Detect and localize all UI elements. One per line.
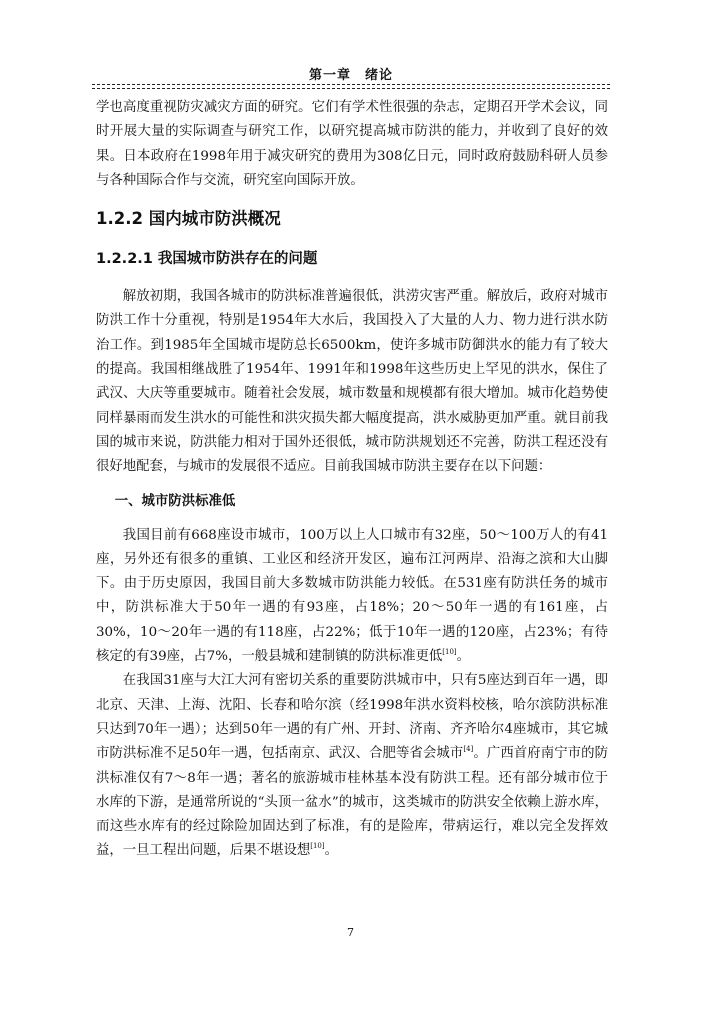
paragraph-text: 我国目前有668座设市城市，100万以上人口城市有32座，50～100万人的有41座，另外还有很多的重镇、工业区和经济开发区，遍布江河两岸、沿海之滨和大山脚下。由于历史原因，我国目前大多数城市防洪能力较低。在531座有防洪任务的城市中，防洪标准大于50年一遇的有93座，占18%；20～50年一遇的有161座，占30%，10～20年一遇的有118座，占22%；低于10年一遇的120座，占23%；有待核定的有39座，占7%，一般县城和建制镇的防洪标准更低 — [96, 527, 608, 665]
citation-ref: [10] — [310, 842, 325, 851]
page-body — [96, 96, 608, 864]
running-header: 第一章 绪论 — [308, 68, 393, 83]
paragraph-flood-standards — [96, 524, 608, 670]
paragraph-end: 。 — [456, 649, 471, 665]
paragraph-text: 在我国31座与大江大河有密切关系的重要防洪城市中，只有5座达到百年一遇，即北京、天津、上海、沈阳、长春和哈尔滨（经1998年洪水资料校核，哈尔滨防洪标准只达到70年一遇）；达到50年一遇的有广州、开封、济南、齐齐哈尔4座城市，其它城市防洪标准不足50年一遇，包括南京、武汉、合肥等省会城市 — [96, 673, 608, 762]
paragraph-text-continued: 。广西首府南宁市的防洪标准仅有7～8年一遇；著名的旅游城市桂林基本没有防洪工程。还有部分城市位于水库的下游，是通常所说的“头顶一盆水”的城市，这类城市的防洪安全依赖上游水库，而这些水库有的经过除险加固达到了标准，有的是险库，带病运行，难以完全发挥效益，一旦工程出问题，后果不堪设想 — [96, 746, 609, 859]
header-rule — [92, 84, 610, 89]
section-heading-1-2-2-1: 1.2.2.1 我国城市防洪存在的问题 — [96, 251, 318, 268]
paragraph-flood-history: 解放初期，我国各城市的防洪标准普遍很低，洪涝灾害严重。解放后，政府对城市防洪工作十分重视，特别是1954年大水后，我国投入了大量的人力、物力进行洪水防治工作。到1985年全国城市堤防总长6500km，使许多城市防御洪水的能力有了较大的提高。我国相继战胜了1954年、1991年和1998年这些历史上罕见的洪水，保住了武汉、大庆等重要城市。随着社会发展，城市数量和规模都有很大增加。城市化趋势使同样暴雨而发生洪水的可能性和洪灾损失都大幅度提高，洪水威胁更加严重。就目前我国的城市来说，防洪能力相对于国外还很低，城市防洪规划还不完善，防洪工程还没有很好地配套，与城市的发展很不适应。目前我国城市防洪主要存在以下问题： — [96, 289, 608, 475]
paragraph-continuation: 学也高度重视防灾减灾方面的研究。它们有学术性很强的杂志，定期召开学术会议，同时开展大量的实际调查与研究工作，以研究提高城市防洪的能力，并收到了良好的效果。日本政府在1998年用于减灾研究的费用为308亿日元，同时政府鼓励科研人员参与各种国际合作与交流，研究室向国际开放。 — [96, 100, 608, 188]
page-number: 7 — [347, 926, 354, 939]
citation-ref: [10] — [442, 648, 457, 657]
paragraph-major-cities — [96, 669, 608, 863]
section-heading-1-2-2: 1.2.2 国内城市防洪概况 — [96, 209, 281, 229]
subsection-heading-1: 一、城市防洪标准低 — [114, 493, 236, 509]
citation-ref: [4] — [463, 745, 474, 754]
paragraph-end: 。 — [324, 843, 339, 859]
